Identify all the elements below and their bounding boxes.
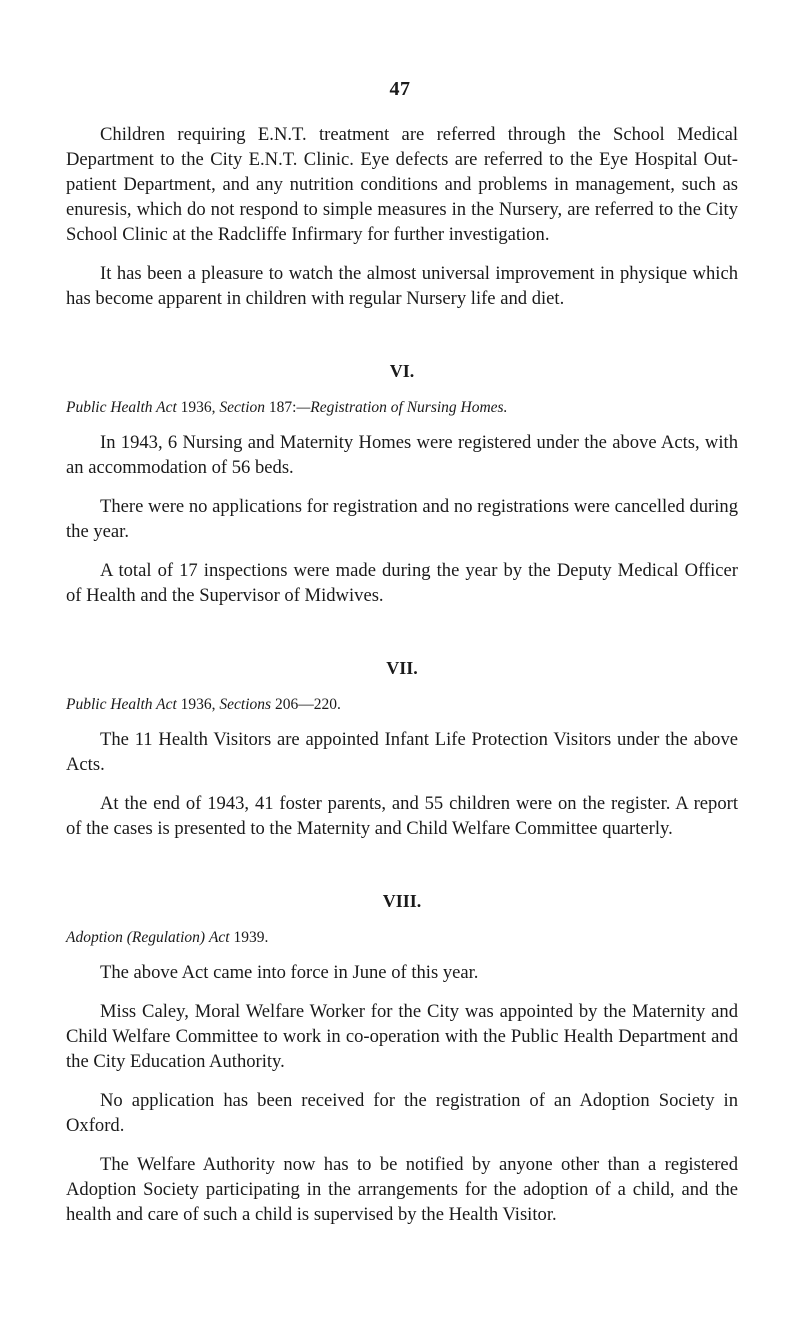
- section-vii-paragraph-2: At the end of 1943, 41 foster parents, and 55 children were on the register. A report of the cases is presented to the Maternity and Child Welfare Committee quarterly.: [66, 793, 738, 839]
- section-viii-paragraph-3: No application has been received for the registration of an Adoption Society in Oxford.: [66, 1090, 738, 1136]
- intro-paragraph-2: It has been a pleasure to watch the almost universal improvement in physique which has become apparent in children with regular Nursery life and diet.: [66, 263, 738, 309]
- act-title-suffix: Act: [208, 929, 230, 946]
- section-viii-heading: VIII.: [382, 891, 422, 911]
- act-section-label: Sections: [219, 696, 272, 713]
- section-viii-paragraph-2: Miss Caley, Moral Welfare Worker for the City was appointed by the Maternity and Child Welfare Committee to work in co-operation with the Public Health Department and the City Education Authority.: [66, 1001, 738, 1072]
- intro-paragraph-1: Children requiring E.N.T. treatment are referred through the School Medical Department to the City E.N.T. Clinic. Eye defects are referred to the Eye Hospital Out-patient Department, and any nutrition conditions and problems in management, such as enuresis, which do not respond to simple measures in the Nursery, are referred to the City School Clinic at the Radcliffe Infirmary for further investigation.: [66, 124, 738, 245]
- section-viii-paragraph-4: The Welfare Authority now has to be notified by anyone other than a registered Adoption Society participating in the arrangements for the adoption of a child, and the health and care of such a child is supervised by the Health Visitor.: [66, 1154, 738, 1225]
- act-section-number: 206—220.: [274, 696, 341, 713]
- section-vii-act-reference: [66, 694, 738, 716]
- act-year: 1936,: [180, 696, 216, 713]
- section-vii-heading: VII.: [386, 658, 418, 678]
- act-title: Public Health Act: [66, 696, 177, 713]
- section-vii-paragraph-1: The 11 Health Visitors are appointed Infant Life Protection Visitors under the above Acts.: [66, 729, 738, 775]
- act-title: Public Health Act: [66, 399, 177, 416]
- section-vi-paragraph-1: In 1943, 6 Nursing and Maternity Homes were registered under the above Acts, with an accommodation of 56 beds.: [66, 432, 738, 478]
- section-vi-act-reference: [66, 397, 738, 419]
- section-vi-heading: VI.: [389, 361, 415, 381]
- section-vi-paragraph-2: There were no applications for registration and no registrations were cancelled during the year.: [66, 496, 738, 542]
- act-subject: —Registration of Nursing Homes.: [296, 399, 508, 416]
- section-viii-act-reference: [66, 927, 738, 949]
- act-section-label: Section: [219, 399, 266, 416]
- act-title: Adoption: [66, 929, 123, 946]
- section-vi-paragraph-3: A total of 17 inspections were made during the year by the Deputy Medical Officer of Health and the Supervisor of Midwives.: [66, 560, 738, 606]
- act-year: 1939.: [233, 929, 269, 946]
- act-year: 1936,: [180, 399, 216, 416]
- act-section-number: 187:: [268, 399, 297, 416]
- page-content: [66, 122, 738, 1241]
- section-viii-paragraph-1: The above Act came into force in June of this year.: [100, 962, 479, 983]
- act-title-parenthetical: (Regulation): [126, 929, 206, 946]
- page-number: 47: [389, 78, 411, 100]
